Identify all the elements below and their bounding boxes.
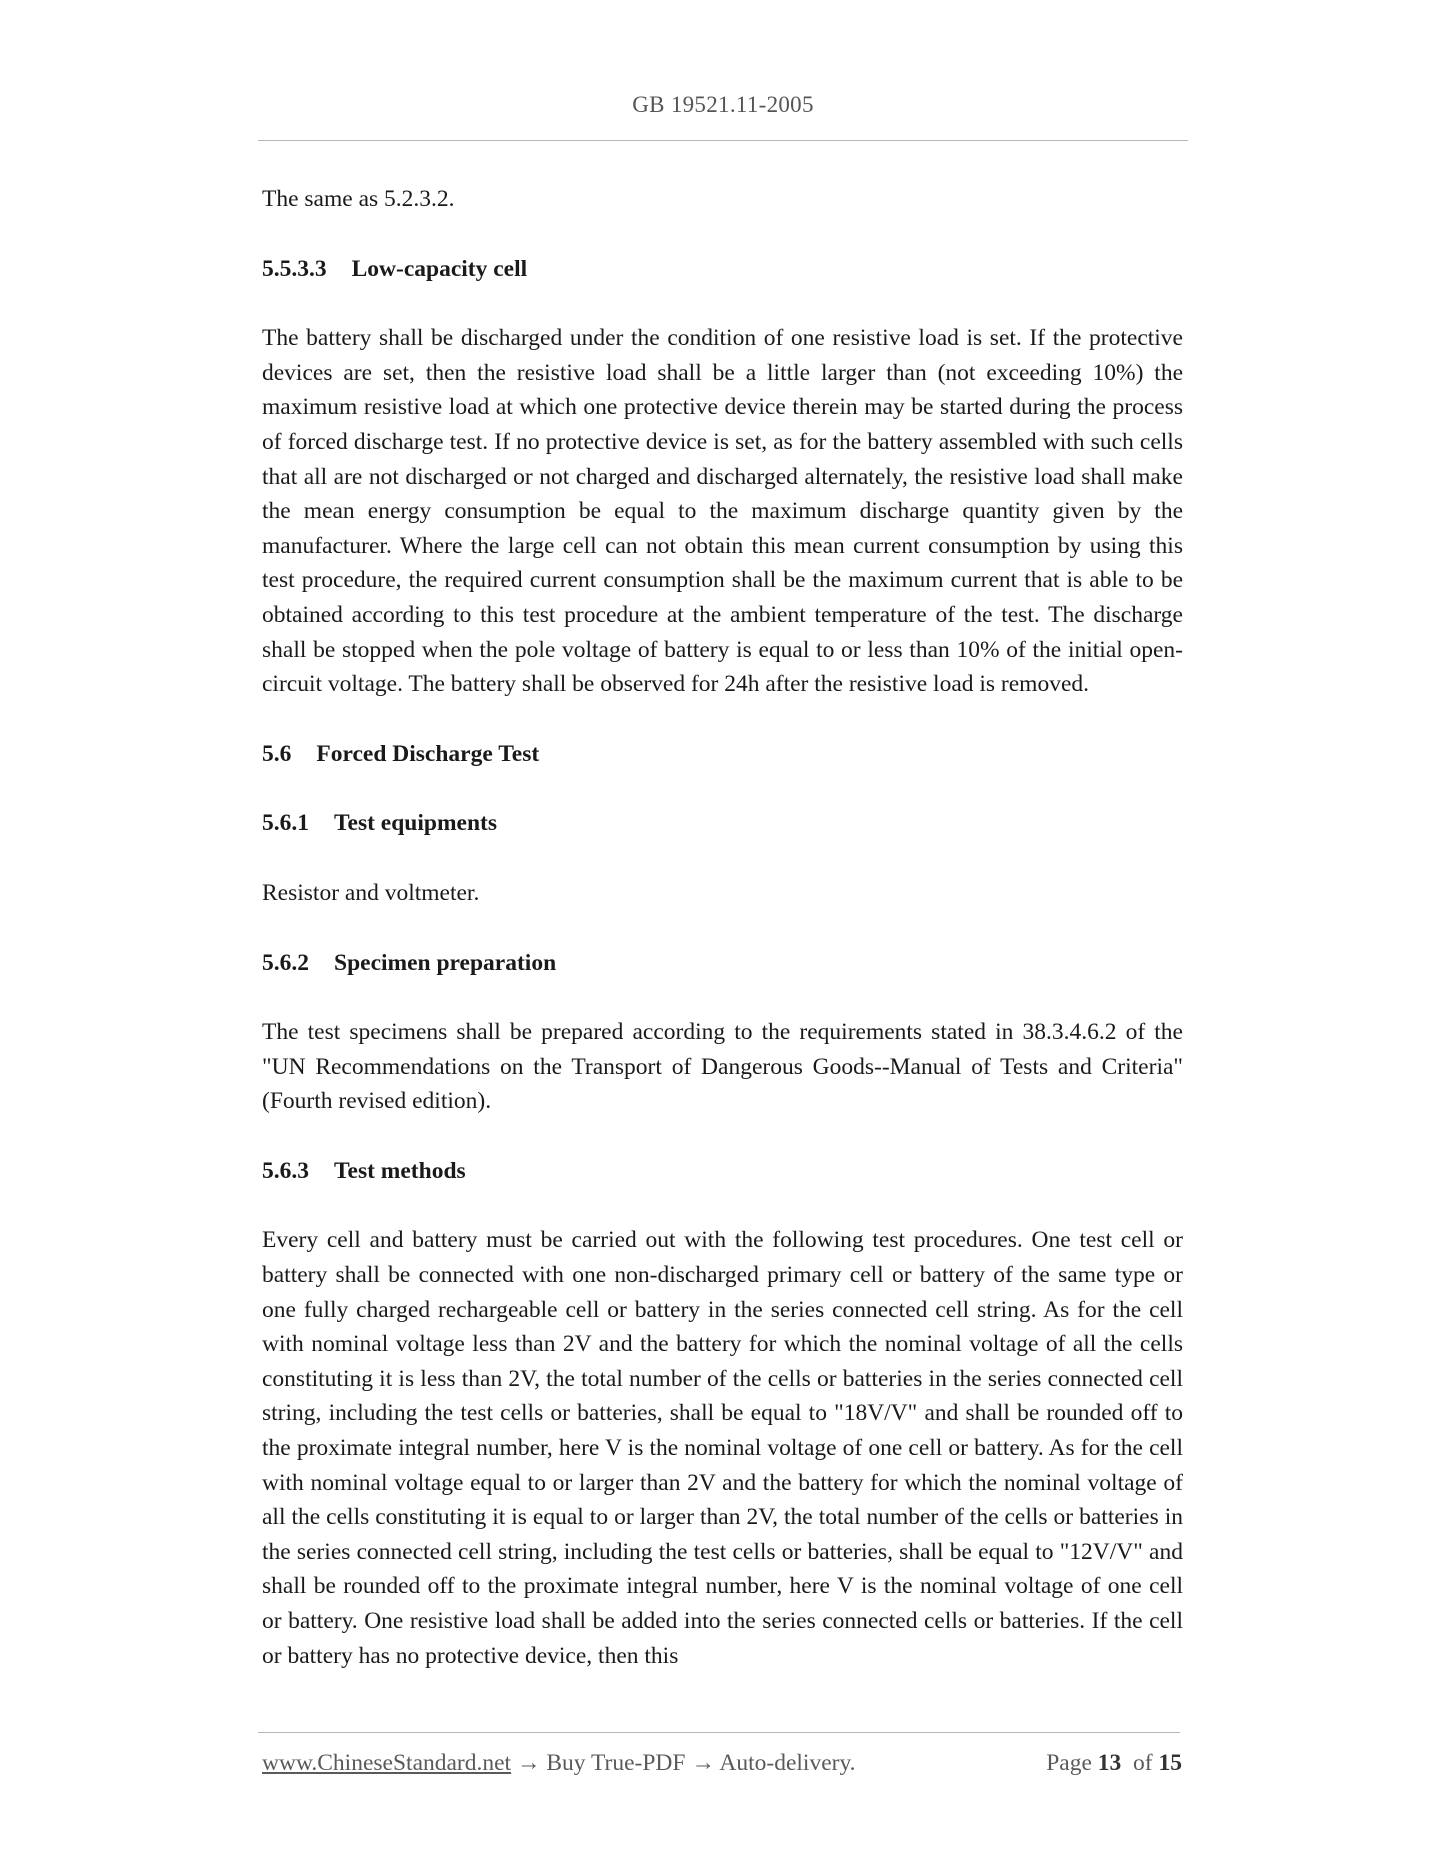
- heading-5-6-2: [262, 946, 1183, 981]
- heading-title: Low-capacity cell: [351, 255, 528, 282]
- page-footer: [262, 1750, 1182, 1777]
- heading-5-6: [262, 737, 1183, 772]
- heading-title: Test equipments: [334, 810, 498, 837]
- paragraph-low-capacity-cell: The battery shall be discharged under the condition of one resistive load is set. If the protective devices are set, then the resistive load shall be a little larger than (not exceeding 10%) the maximum resistive load at which one protective device therein may be started during the process of forced discharge test. If no protective device is set, as for the battery assembled with such cells that all are not discharged or not charged and discharged alternately, the resistive load shall make the mean energy consumption be equal to the maximum discharge quantity given by the manufacturer. Where the large cell can not obtain this mean current consumption by using this test procedure, the required current consumption shall be the maximum current that is able to be obtained according to this test procedure at the ambient temperature of the test. The discharge shall be stopped when the pole voltage of battery is equal to or less than 10% of the initial open-circuit voltage. The battery shall be observed for 24h after the resistive load is removed.: [262, 325, 1183, 698]
- page-body: [262, 182, 1183, 1673]
- page-label: Page: [1046, 1750, 1092, 1776]
- footer-divider: [258, 1732, 1180, 1733]
- heading-title: Forced Discharge Test: [316, 740, 540, 767]
- heading-number: 5.5.3.3: [262, 255, 327, 282]
- page-total: 15: [1158, 1750, 1182, 1776]
- footer-tagline: → Buy True-PDF → Auto-delivery.: [511, 1750, 856, 1776]
- header-divider: [258, 140, 1188, 141]
- heading-5-6-3: [262, 1154, 1183, 1189]
- heading-number: 5.6: [262, 740, 292, 767]
- heading-number: 5.6.3: [262, 1157, 309, 1184]
- heading-number: 5.6.2: [262, 949, 309, 976]
- page-current: 13: [1097, 1750, 1122, 1776]
- page-number: [1046, 1750, 1182, 1777]
- paragraph-same-as: The same as 5.2.3.2.: [262, 186, 455, 212]
- heading-title: Test methods: [334, 1157, 466, 1184]
- page-header: GB 19521.11-2005: [632, 92, 814, 117]
- heading-number: 5.6.1: [262, 810, 309, 837]
- website-link[interactable]: www.ChineseStandard.net: [262, 1750, 512, 1776]
- heading-5-6-1: [262, 806, 1183, 841]
- heading-5-5-3-3: [262, 252, 1183, 287]
- paragraph-test-methods: Every cell and battery must be carried out with the following test procedures. One test cell or battery shall be connected with one non-discharged primary cell or battery of the same type or one fully charged rechargeable cell or battery in the series connected cell string. As for the cell with nominal voltage less than 2V and the battery for which the nominal voltage of all the cells constituting it is less than 2V, the total number of the cells or batteries in the series connected cell string, including the test cells or batteries, shall be equal to "18V/V" and shall be rounded off to the proximate integral number, here V is the nominal voltage of one cell or battery. As for the cell with nominal voltage equal to or larger than 2V and the battery for which the nominal voltage of all the cells constituting it is equal to or larger than 2V, the total number of the cells or batteries in the series connected cell string, including the test cells or batteries, shall be equal to "12V/V" and shall be rounded off to the proximate integral number, here V is the nominal voltage of one cell or battery. One resistive load shall be added into the series connected cells or batteries. If the cell or battery has no protective device, then this: [262, 1227, 1183, 1669]
- heading-title: Specimen preparation: [334, 949, 557, 976]
- paragraph-test-equipments: Resistor and voltmeter.: [262, 879, 480, 906]
- of-label: of: [1133, 1750, 1153, 1776]
- paragraph-specimen-preparation: The test specimens shall be prepared according to the requirements stated in 38.3.4.6.2 of the "UN Recommendations on the Transport of Dangerous Goods--Manual of Tests and Criteria" (Fourth revised edition).: [262, 1019, 1183, 1115]
